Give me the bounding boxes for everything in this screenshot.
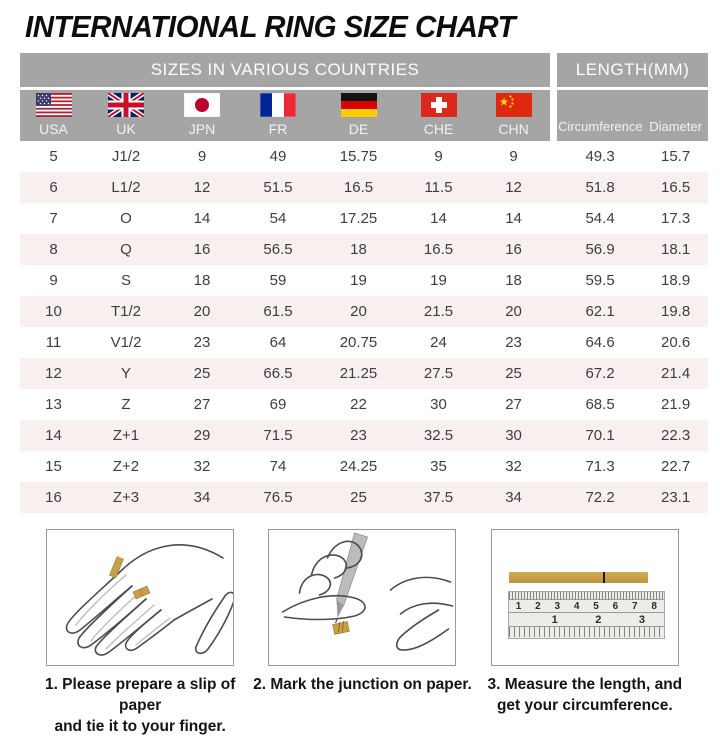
table-cell: 51.5 <box>263 178 293 196</box>
china-flag-icon <box>496 93 532 117</box>
ruler <box>508 591 665 639</box>
table-cell: 61.5 <box>263 302 293 320</box>
table-cell: 67.2 <box>585 364 615 382</box>
table-cell: 29 <box>193 426 211 444</box>
table-cell: 64.6 <box>585 333 615 351</box>
ring-size-table <box>20 53 708 513</box>
column-header-che <box>400 88 477 141</box>
column-header-diameter: Diameter <box>643 88 708 141</box>
table-cell: 12 <box>193 178 211 196</box>
measuring-steps <box>0 529 720 738</box>
table-cell: 7 <box>49 209 58 227</box>
table-cell: 27.5 <box>423 364 454 382</box>
row-gap-cell <box>550 141 557 172</box>
table-cell: 23 <box>193 333 211 351</box>
japan-flag-icon <box>184 93 220 117</box>
column-header-fr <box>239 88 317 141</box>
table-cell: 62.1 <box>585 302 615 320</box>
table-row <box>20 451 708 482</box>
table-cell: 14 <box>45 426 62 444</box>
row-gap-cell <box>550 234 557 265</box>
table-cell: 71.5 <box>263 426 293 444</box>
table-cell: 23.1 <box>660 488 691 506</box>
ruler-inch-label: 3 <box>638 613 646 626</box>
table-cell: 49.3 <box>585 147 615 165</box>
table-cell: 49 <box>269 147 287 165</box>
row-gap-cell <box>550 296 557 327</box>
ruler-cm-label: 6 <box>612 600 619 612</box>
ruler-cm-label: 3 <box>554 600 561 612</box>
table-cell: 21.9 <box>660 395 691 413</box>
table-row <box>20 141 708 172</box>
table-cell: 27 <box>505 395 522 413</box>
table-row <box>20 234 708 265</box>
table-cell: Q <box>120 240 132 258</box>
table-row <box>20 482 708 513</box>
table-cell: 16 <box>505 240 522 258</box>
table-row <box>20 420 708 451</box>
table-row <box>20 327 708 358</box>
country-code-fr: FR <box>268 120 288 137</box>
table-cell: 22 <box>350 395 367 413</box>
table-cell: 56.5 <box>263 240 293 258</box>
step-1 <box>29 529 251 738</box>
table-cell: 16 <box>45 488 62 506</box>
table-cell: 20 <box>505 302 522 320</box>
table-cell: Z <box>121 395 131 413</box>
row-gap-cell <box>550 358 557 389</box>
ruler-inch-label: 1 <box>551 613 558 626</box>
table-row <box>20 172 708 203</box>
table-cell: 25 <box>505 364 522 382</box>
table-cell: 27 <box>193 395 211 413</box>
table-cell: 69 <box>269 395 287 413</box>
header-gap <box>550 53 557 88</box>
table-cell: J1/2 <box>111 147 141 165</box>
ruler-cm-row <box>509 600 664 613</box>
ruler-cm-label: 1 <box>515 600 522 612</box>
hand-drawing <box>47 530 233 665</box>
row-gap-cell <box>550 172 557 203</box>
ruler-cm-label: 5 <box>593 600 599 612</box>
pen-marking-illustration <box>268 529 456 666</box>
table-cell: 24 <box>430 333 447 351</box>
table-cell: 16.5 <box>343 178 374 196</box>
step-2-caption-line1: 2. Mark the junction on paper. <box>253 676 472 693</box>
table-cell: 15.75 <box>339 147 378 165</box>
table-row <box>20 265 708 296</box>
country-code-usa: USA <box>39 120 68 137</box>
table-cell: 24.25 <box>339 457 378 475</box>
table-cell: 20.6 <box>660 333 691 351</box>
table-cell: S <box>120 271 131 289</box>
country-code-de: DE <box>348 120 369 137</box>
table-cell: 10 <box>45 302 62 320</box>
step-1-caption-line1: 1. Please prepare a slip of paper <box>44 676 236 714</box>
table-cell: 14 <box>505 209 522 227</box>
column-header-de <box>317 88 400 141</box>
table-cell: 16 <box>193 240 211 258</box>
table-cell: 37.5 <box>423 488 454 506</box>
table-row <box>20 358 708 389</box>
step-2-caption <box>251 675 473 696</box>
hand-with-paper-strip-illustration <box>46 529 234 666</box>
ruler-inch-label: 2 <box>595 613 602 626</box>
table-cell: 12 <box>505 178 522 196</box>
table-cell: 15 <box>45 457 62 475</box>
step-3 <box>474 529 696 738</box>
table-cell: T1/2 <box>110 302 141 320</box>
table-cell: 20.75 <box>339 333 378 351</box>
table-cell: 22.7 <box>660 457 691 475</box>
column-header-circumference: Circumference <box>557 88 643 141</box>
table-cell: 19 <box>350 271 367 289</box>
table-cell: 21.4 <box>660 364 691 382</box>
table-cell: 21.5 <box>423 302 454 320</box>
row-gap-cell <box>550 389 557 420</box>
ring-size-table-body <box>20 141 708 513</box>
ruler-cm-label: 4 <box>573 600 580 612</box>
table-cell: 72.2 <box>585 488 615 506</box>
table-cell: 25 <box>350 488 367 506</box>
table-cell: 35 <box>430 457 447 475</box>
table-cell: 20 <box>193 302 211 320</box>
table-cell: 21.25 <box>339 364 378 382</box>
table-cell: 54 <box>269 209 287 227</box>
usa-flag-icon <box>36 93 72 117</box>
table-cell: 23 <box>350 426 367 444</box>
table-cell: 32.5 <box>423 426 454 444</box>
table-cell: 70.1 <box>585 426 615 444</box>
table-cell: 30 <box>505 426 522 444</box>
table-cell: 22.3 <box>660 426 691 444</box>
table-row <box>20 296 708 327</box>
pen-mark <box>603 572 605 583</box>
table-cell: 19.8 <box>660 302 691 320</box>
table-cell: 18 <box>505 271 522 289</box>
group-header-sizes: SIZES IN VARIOUS COUNTRIES <box>20 53 550 88</box>
table-cell: Y <box>120 364 131 382</box>
row-gap-cell <box>550 203 557 234</box>
flag-header-row <box>20 88 708 141</box>
row-gap-cell <box>550 482 557 513</box>
step-2 <box>251 529 473 738</box>
table-cell: 8 <box>49 240 58 258</box>
gold-paper-strip <box>509 572 648 583</box>
table-cell: 20 <box>350 302 367 320</box>
table-cell: 5 <box>49 147 58 165</box>
uk-flag-icon <box>108 93 144 117</box>
table-cell: 13 <box>45 395 62 413</box>
table-cell: 34 <box>193 488 211 506</box>
table-cell: 11.5 <box>424 178 453 196</box>
group-header-length: LENGTH(MM) <box>557 53 708 88</box>
pen-marking-drawing <box>269 530 455 665</box>
ruler-cm-ticks <box>509 592 664 600</box>
table-cell: 9 <box>49 271 58 289</box>
table-cell: 17.3 <box>660 209 691 227</box>
group-header-row <box>20 53 708 88</box>
header-gap <box>550 88 557 141</box>
table-cell: 16.5 <box>660 178 691 196</box>
country-code-che: CHE <box>423 120 454 137</box>
germany-flag-icon <box>341 93 377 117</box>
table-cell: 66.5 <box>263 364 293 382</box>
table-cell: 9 <box>197 147 207 165</box>
france-flag-icon <box>260 93 296 117</box>
table-cell: 68.5 <box>585 395 615 413</box>
table-cell: 18.9 <box>660 271 691 289</box>
column-header-uk <box>87 88 165 141</box>
column-header-jpn <box>165 88 239 141</box>
table-cell: 11 <box>45 333 62 351</box>
table-cell: 9 <box>509 147 518 165</box>
row-gap-cell <box>550 420 557 451</box>
table-cell: 74 <box>269 457 287 475</box>
table-cell: 18 <box>193 271 211 289</box>
table-row <box>20 389 708 420</box>
table-row <box>20 203 708 234</box>
table-cell: 34 <box>505 488 522 506</box>
table-cell: 32 <box>505 457 522 475</box>
step-1-caption <box>29 675 251 738</box>
table-cell: 32 <box>193 457 211 475</box>
table-cell: 51.8 <box>585 178 615 196</box>
step-3-caption-line2: get your circumference. <box>496 696 673 714</box>
switzerland-flag-icon <box>421 93 457 117</box>
ruler-cm-label: 7 <box>631 600 638 612</box>
row-gap-cell <box>550 265 557 296</box>
table-cell: 56.9 <box>585 240 615 258</box>
step-3-caption-line1: 3. Measure the length, and <box>487 676 683 693</box>
table-cell: 25 <box>193 364 211 382</box>
step-3-caption <box>474 675 696 717</box>
table-cell: 16.5 <box>423 240 454 258</box>
table-cell: 15.7 <box>660 147 691 165</box>
table-cell: 23 <box>505 333 522 351</box>
table-cell: 59.5 <box>585 271 615 289</box>
table-cell: 14 <box>193 209 211 227</box>
row-gap-cell <box>550 327 557 358</box>
table-cell: 59 <box>269 271 287 289</box>
table-cell: Z+1 <box>112 426 140 444</box>
country-code-uk: UK <box>116 120 136 137</box>
table-cell: V1/2 <box>110 333 142 351</box>
table-cell: 71.3 <box>585 457 615 475</box>
table-cell: Z+2 <box>112 457 140 475</box>
ruler-cm-label: 2 <box>535 600 541 612</box>
ruler-inch-row <box>509 613 664 626</box>
row-gap-cell <box>550 451 557 482</box>
table-cell: 9 <box>434 147 443 165</box>
page-title: INTERNATIONAL RING SIZE CHART <box>25 9 516 44</box>
ruler-inch-ticks <box>509 626 664 637</box>
step-1-caption-line2: and tie it to your finger. <box>54 717 226 735</box>
table-cell: 6 <box>49 178 58 196</box>
table-cell: L1/2 <box>111 178 141 196</box>
country-code-chn: CHN <box>498 120 529 137</box>
column-header-usa <box>20 88 87 141</box>
table-cell: 18 <box>350 240 367 258</box>
table-cell: 14 <box>430 209 447 227</box>
table-cell: 12 <box>45 364 62 382</box>
table-cell: 30 <box>430 395 447 413</box>
table-cell: 17.25 <box>339 209 378 227</box>
table-cell: 54.4 <box>585 209 615 227</box>
table-cell: 64 <box>269 333 287 351</box>
country-code-jpn: JPN <box>188 120 216 137</box>
ruler-measuring-illustration <box>491 529 679 666</box>
table-cell: 18.1 <box>660 240 691 258</box>
table-cell: 76.5 <box>263 488 293 506</box>
table-cell: O <box>120 209 132 227</box>
table-cell: Z+3 <box>112 488 140 506</box>
column-header-chn <box>477 88 550 141</box>
table-cell: 19 <box>430 271 447 289</box>
ruler-cm-label: 8 <box>651 600 657 612</box>
